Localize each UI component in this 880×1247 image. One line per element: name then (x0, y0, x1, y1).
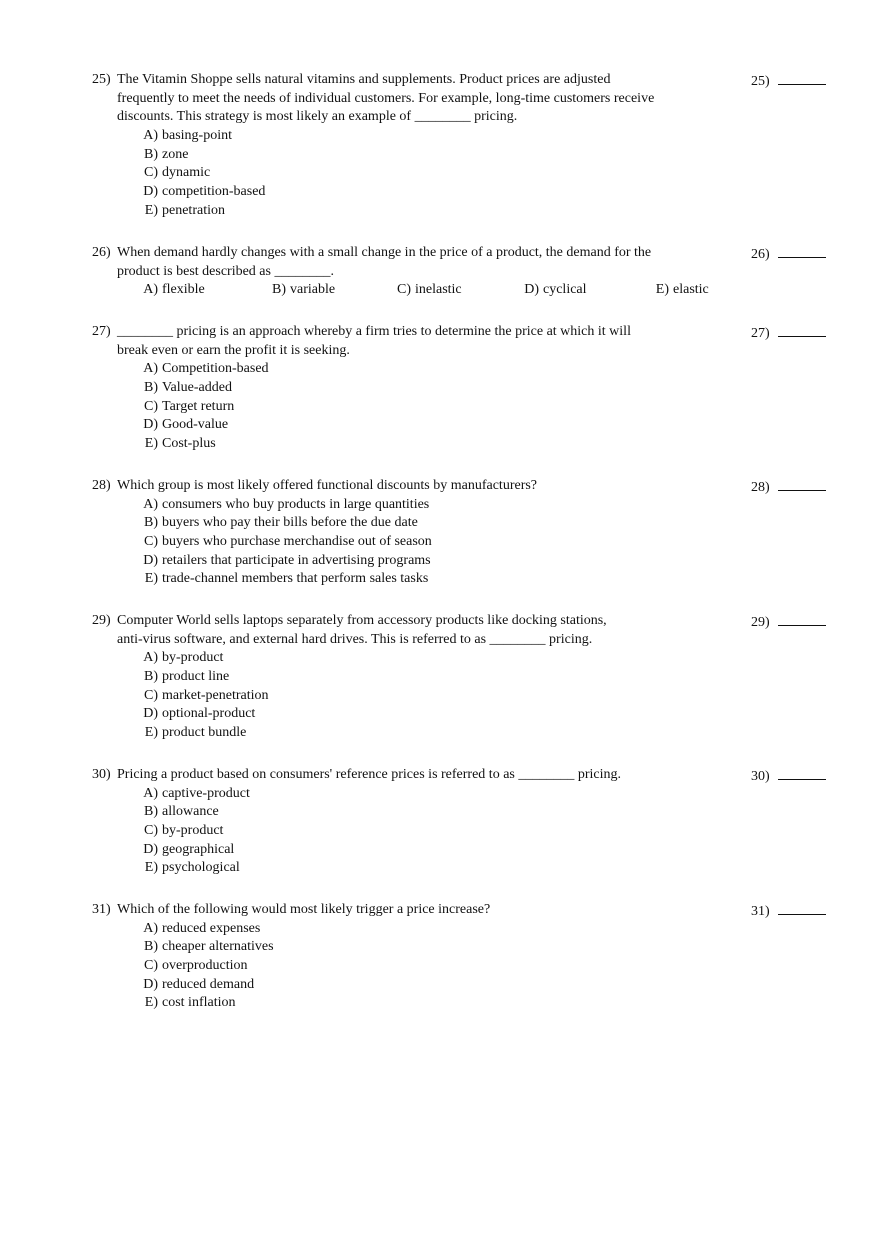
option-letter: D) (143, 184, 158, 200)
option-d[interactable] (136, 841, 832, 860)
option-letter: D) (143, 976, 158, 992)
question-number: 29) (92, 613, 111, 628)
option-letter: C) (144, 398, 158, 414)
option-c[interactable] (136, 164, 832, 183)
option-letter: A) (143, 128, 158, 144)
answer-label: 29) (751, 615, 770, 630)
option-c[interactable] (136, 957, 832, 976)
question-text (117, 766, 677, 785)
option-letter: D) (524, 282, 539, 298)
option-text: Target return (162, 398, 235, 414)
answer-field[interactable] (751, 71, 826, 92)
option-a[interactable] (136, 360, 832, 379)
question-line: Computer World sells laptops separately from accessory products like docking stations, (117, 613, 607, 628)
question-line: anti-virus software, and external hard drives. This is referred to as ________ pricing. (117, 631, 593, 647)
option-text: inelastic (415, 282, 462, 298)
option-letter: E) (144, 571, 158, 587)
answer-options (136, 281, 832, 300)
option-letter: C) (144, 823, 158, 839)
question-line: product is best described as ________. (117, 263, 334, 279)
option-text: retailers that participate in advertising programs (162, 552, 431, 568)
answer-blank[interactable] (778, 244, 826, 258)
answer-field[interactable] (751, 477, 826, 498)
option-text: Cost-plus (162, 436, 216, 452)
option-text: product bundle (162, 725, 247, 741)
option-d[interactable] (136, 552, 832, 571)
option-text: buyers who purchase merchandise out of season (162, 534, 432, 550)
option-d[interactable] (136, 705, 832, 724)
question-text (117, 71, 677, 127)
answer-label: 26) (751, 247, 770, 262)
answer-blank[interactable] (778, 766, 826, 780)
option-a[interactable] (136, 127, 832, 146)
option-letter: A) (143, 496, 158, 512)
option-d[interactable] (517, 281, 587, 300)
option-a[interactable] (136, 649, 832, 668)
option-d[interactable] (136, 976, 832, 995)
option-d[interactable] (136, 183, 832, 202)
option-text: market-penetration (162, 687, 269, 703)
option-b[interactable] (136, 146, 832, 165)
option-letter: B) (144, 515, 158, 531)
option-letter: C) (144, 165, 158, 181)
option-text: psychological (162, 860, 240, 876)
option-b[interactable] (264, 281, 335, 300)
question-line: When demand hardly changes with a small change in the price of a product, the demand for the (117, 245, 652, 260)
answer-options (136, 649, 832, 742)
question-line: Which group is most likely offered functional discounts by manufacturers? (117, 478, 538, 493)
answer-options (136, 127, 832, 220)
option-letter: D) (143, 417, 158, 433)
answer-options (136, 785, 832, 878)
option-c[interactable] (136, 398, 832, 417)
option-c[interactable] (136, 687, 832, 706)
option-text: reduced expenses (162, 920, 261, 936)
question-line: break even or earn the profit it is seeking. (117, 342, 350, 358)
question-line: discounts. This strategy is most likely an example of ________ pricing. (117, 109, 518, 125)
answer-field[interactable] (751, 244, 826, 265)
option-letter: B) (144, 380, 158, 396)
answer-label: 25) (751, 74, 770, 89)
question-31 (92, 901, 832, 1013)
answer-options (136, 496, 832, 589)
answer-field[interactable] (751, 323, 826, 344)
answer-blank[interactable] (778, 901, 826, 915)
option-text: product line (162, 669, 230, 685)
option-e[interactable] (136, 724, 832, 743)
question-text (117, 244, 677, 281)
option-text: buyers who pay their bills before the due date (162, 515, 418, 531)
question-27 (92, 323, 832, 454)
option-letter: B) (144, 804, 158, 820)
option-text: reduced demand (162, 976, 255, 992)
question-number: 28) (92, 478, 111, 493)
answer-field[interactable] (751, 612, 826, 633)
option-c[interactable] (389, 281, 462, 300)
option-b[interactable] (136, 379, 832, 398)
option-b[interactable] (136, 803, 832, 822)
option-text: overproduction (162, 958, 248, 974)
option-text: by-product (162, 650, 224, 666)
answer-label: 30) (751, 769, 770, 784)
option-text: basing-point (162, 128, 232, 144)
question-text (117, 323, 677, 360)
answer-blank[interactable] (778, 477, 826, 491)
question-line: Pricing a product based on consumers' reference prices is referred to as ________ pricing. (117, 767, 622, 782)
option-letter: A) (143, 920, 158, 936)
option-text: allowance (162, 804, 219, 820)
question-number: 30) (92, 767, 111, 782)
option-text: captive-product (162, 785, 250, 801)
answer-blank[interactable] (778, 612, 826, 626)
option-text: Good-value (162, 417, 229, 433)
option-b[interactable] (136, 514, 832, 533)
option-text: optional-product (162, 706, 256, 722)
question-line: The Vitamin Shoppe sells natural vitamins and supplements. Product prices are adjusted (117, 72, 611, 87)
option-b[interactable] (136, 668, 832, 687)
question-number: 27) (92, 324, 111, 339)
option-letter: D) (143, 552, 158, 568)
option-a[interactable] (136, 920, 832, 939)
option-e[interactable] (136, 994, 832, 1013)
option-text: competition-based (162, 184, 266, 200)
answer-field[interactable] (751, 766, 826, 787)
option-b[interactable] (136, 938, 832, 957)
option-text: dynamic (162, 165, 211, 181)
option-letter: B) (144, 669, 158, 685)
question-line: ________ pricing is an approach whereby a firm tries to determine the price at which it will (117, 324, 631, 339)
option-text: cheaper alternatives (162, 939, 274, 955)
question-number: 31) (92, 902, 111, 917)
option-a[interactable] (136, 785, 832, 804)
option-letter: E) (144, 995, 158, 1011)
option-text: cost inflation (162, 995, 236, 1011)
option-a[interactable] (136, 281, 205, 300)
option-letter: D) (143, 841, 158, 857)
question-number: 25) (92, 72, 111, 87)
option-text: flexible (162, 282, 205, 298)
answer-blank[interactable] (778, 71, 826, 85)
option-letter: E) (144, 860, 158, 876)
option-text: by-product (162, 823, 224, 839)
option-a[interactable] (136, 496, 832, 515)
answer-label: 28) (751, 480, 770, 495)
answer-label: 27) (751, 326, 770, 341)
option-text: zone (162, 146, 189, 162)
question-line: frequently to meet the needs of individual customers. For example, long-time customers receive (117, 90, 655, 106)
option-text: geographical (162, 841, 235, 857)
question-text (117, 477, 677, 496)
option-text: consumers who buy products in large quantities (162, 496, 430, 512)
question-text (117, 901, 677, 920)
option-text: Competition-based (162, 361, 269, 377)
option-text: elastic (673, 282, 709, 298)
option-e[interactable] (647, 281, 709, 300)
option-e[interactable] (136, 570, 832, 589)
option-letter: A) (143, 282, 158, 298)
answer-blank[interactable] (778, 323, 826, 337)
option-e[interactable] (136, 435, 832, 454)
question-text (117, 612, 677, 649)
option-c[interactable] (136, 822, 832, 841)
option-letter: E) (655, 282, 669, 298)
option-letter: E) (144, 202, 158, 218)
answer-options (136, 360, 832, 453)
answer-options (136, 920, 832, 1013)
question-28 (92, 477, 832, 589)
question-30 (92, 766, 832, 878)
option-text: cyclical (543, 282, 587, 298)
option-letter: C) (144, 958, 158, 974)
option-d[interactable] (136, 416, 832, 435)
question-number: 26) (92, 245, 111, 260)
option-letter: C) (397, 282, 411, 298)
option-letter: B) (272, 282, 286, 298)
question-26 (92, 244, 832, 300)
option-letter: C) (144, 534, 158, 550)
question-line: Which of the following would most likely trigger a price increase? (117, 902, 491, 917)
question-25 (92, 71, 832, 221)
option-letter: B) (144, 146, 158, 162)
option-letter: D) (143, 706, 158, 722)
option-c[interactable] (136, 533, 832, 552)
option-letter: C) (144, 687, 158, 703)
option-text: trade-channel members that perform sales tasks (162, 571, 429, 587)
option-e[interactable] (136, 859, 832, 878)
option-letter: E) (144, 725, 158, 741)
option-letter: E) (144, 436, 158, 452)
option-letter: A) (143, 361, 158, 377)
question-29 (92, 612, 832, 743)
option-text: Value-added (162, 380, 232, 396)
answer-field[interactable] (751, 901, 826, 922)
option-text: variable (290, 282, 336, 298)
option-letter: A) (143, 785, 158, 801)
option-letter: A) (143, 650, 158, 666)
option-letter: B) (144, 939, 158, 955)
answer-label: 31) (751, 904, 770, 919)
option-text: penetration (162, 202, 225, 218)
option-e[interactable] (136, 202, 832, 221)
